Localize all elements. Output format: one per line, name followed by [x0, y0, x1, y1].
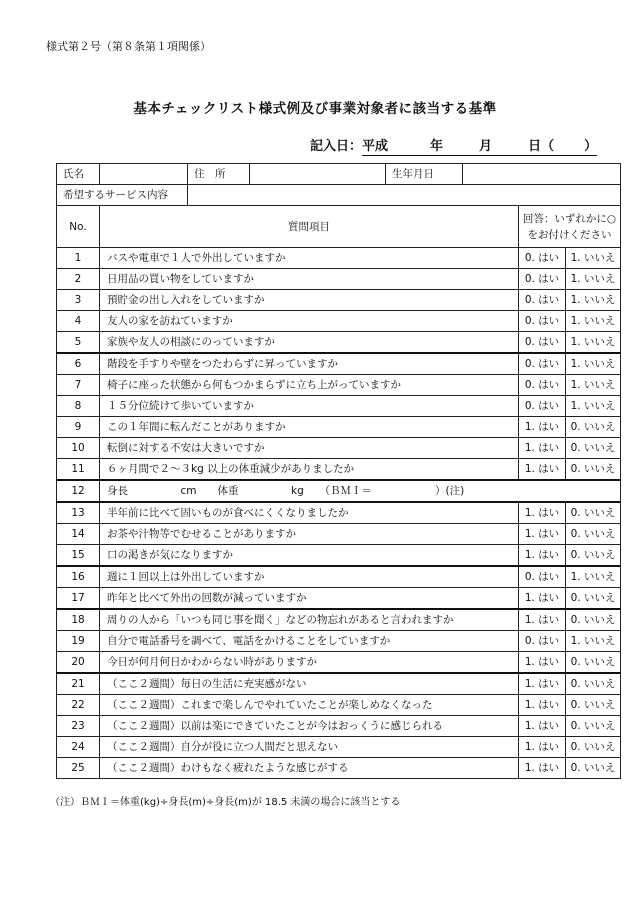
document-title: 基本チェックリスト様式例及び事業対象者に該当する基準 [133, 101, 497, 117]
question-number: 14 [57, 524, 100, 545]
question-row [57, 524, 621, 545]
answer-option-no[interactable]: 1. いいえ [566, 396, 621, 417]
question-row [57, 290, 621, 311]
question-row [57, 353, 621, 375]
question-number: 18 [57, 609, 100, 631]
question-text: 自分で電話番号を調べて、電話をかけることをしていますか [100, 631, 519, 652]
question-text: この１年間に転んだことがありますか [100, 417, 519, 438]
question-row [57, 652, 621, 674]
answer-option-yes[interactable]: 1. はい [519, 695, 566, 716]
question-number: 15 [57, 545, 100, 567]
answer-option-no[interactable]: 0. いいえ [566, 524, 621, 545]
answer-option-no[interactable]: 0. いいえ [566, 758, 621, 779]
answer-option-no[interactable]: 1. いいえ [566, 566, 621, 588]
answer-option-yes[interactable]: 1. はい [519, 545, 566, 567]
answer-option-yes[interactable]: 0. はい [519, 290, 566, 311]
question-text: 週に１回以上は外出していますか [100, 566, 519, 588]
date-field[interactable] [362, 135, 597, 156]
question-row [57, 737, 621, 758]
answer-option-no[interactable]: 1. いいえ [566, 269, 621, 290]
question-number: 19 [57, 631, 100, 652]
answer-option-yes[interactable]: 0. はい [519, 566, 566, 588]
bmi-note: （注）ＢＭＩ＝体重(kg)÷身長(m)÷身長(m)が 18.5 未満の場合に該当とする [50, 797, 401, 808]
question-number: 16 [57, 566, 100, 588]
question-text: 昨年と比べて外出の回数が減っていますか [100, 588, 519, 610]
name-field[interactable] [100, 164, 188, 185]
answer-option-yes[interactable]: 1. はい [519, 716, 566, 737]
question-text: （ここ２週間）以前は楽にできていたことが今はおっくうに感じられる [100, 716, 519, 737]
question-number: 2 [57, 269, 100, 290]
question-number: 4 [57, 311, 100, 332]
question-number: 25 [57, 758, 100, 779]
answer-option-no[interactable]: 0. いいえ [566, 737, 621, 758]
question-row [57, 758, 621, 779]
question-number: 10 [57, 438, 100, 459]
question-row [57, 459, 621, 481]
answer-option-no[interactable]: 0. いいえ [566, 588, 621, 610]
answer-option-no[interactable]: 1. いいえ [566, 248, 621, 269]
question-text: 椅子に座った状態から何もつかまらずに立ち上がっていますか [100, 375, 519, 396]
address-label: 住 所 [188, 164, 250, 185]
answer-option-yes[interactable]: 1. はい [519, 459, 566, 481]
answer-option-no[interactable]: 1. いいえ [566, 353, 621, 375]
birth-field[interactable] [463, 164, 621, 185]
question-number: 8 [57, 396, 100, 417]
question-text: （ここ２週間）これまで楽しんでやれていたことが楽しめなくなった [100, 695, 519, 716]
checklist-table [56, 163, 621, 779]
question-row [57, 502, 621, 524]
question-number: 7 [57, 375, 100, 396]
question-text: 半年前に比べて固いものが食べにくくなりましたか [100, 502, 519, 524]
answer-option-no[interactable]: 0. いいえ [566, 459, 621, 481]
question-number: 3 [57, 290, 100, 311]
answer-option-no[interactable]: 0. いいえ [566, 673, 621, 695]
birth-label: 生年月日 [386, 164, 463, 185]
answer-option-yes[interactable]: 0. はい [519, 311, 566, 332]
service-label: 希望するサービス内容 [57, 185, 188, 206]
question-row [57, 588, 621, 610]
question-row [57, 417, 621, 438]
answer-option-yes[interactable]: 0. はい [519, 353, 566, 375]
answer-option-no[interactable]: 1. いいえ [566, 332, 621, 354]
question-text: 周りの人から「いつも同じ事を聞く」などの物忘れがあると言われますか [100, 609, 519, 631]
question-text: 口の渇きが気になりますか [100, 545, 519, 567]
question-text: お茶や汁物等でむせることがありますか [100, 524, 519, 545]
answer-option-no[interactable]: 0. いいえ [566, 695, 621, 716]
question-number: 11 [57, 459, 100, 481]
service-field[interactable] [188, 185, 621, 206]
question-row [57, 695, 621, 716]
question-row [57, 248, 621, 269]
service-row [57, 185, 621, 206]
answer-option-no[interactable]: 1. いいえ [566, 311, 621, 332]
question-number: 12 [57, 480, 100, 502]
question-text: バスや電車で１人で外出していますか [100, 248, 519, 269]
question-number: 23 [57, 716, 100, 737]
question-row [57, 438, 621, 459]
answer-option-yes[interactable]: 0. はい [519, 375, 566, 396]
question-number: 21 [57, 673, 100, 695]
entry-date-line [310, 135, 597, 156]
question-text: （ここ２週間）毎日の生活に充実感がない [100, 673, 519, 695]
answer-option-yes[interactable]: 1. はい [519, 737, 566, 758]
answer-header [519, 206, 621, 248]
answer-option-no[interactable]: 0. いいえ [566, 438, 621, 459]
answer-option-yes[interactable]: 1. はい [519, 524, 566, 545]
question-text: 預貯金の出し入れをしていますか [100, 290, 519, 311]
question-number: 22 [57, 695, 100, 716]
question-text: 友人の家を訪ねていますか [100, 311, 519, 332]
question-text: （ここ２週間）わけもなく疲れたような感じがする [100, 758, 519, 779]
answer-option-yes[interactable]: 1. はい [519, 673, 566, 695]
answer-option-yes[interactable]: 1. はい [519, 652, 566, 674]
question-row [57, 716, 621, 737]
answer-option-yes[interactable]: 1. はい [519, 417, 566, 438]
answer-option-no[interactable]: 0. いいえ [566, 652, 621, 674]
answer-option-yes[interactable]: 0. はい [519, 631, 566, 652]
answer-option-yes[interactable]: 1. はい [519, 758, 566, 779]
no-header: No. [57, 206, 100, 248]
answer-header-line1: 回答：いずれかに○ [522, 212, 617, 225]
answer-option-no[interactable]: 0. いいえ [566, 609, 621, 631]
question-row [57, 396, 621, 417]
answer-option-no[interactable]: 0. いいえ [566, 545, 621, 567]
answer-option-yes[interactable]: 1. はい [519, 609, 566, 631]
form-reference: 様式第２号（第８条第１項関係） [46, 40, 211, 53]
name-label: 氏名 [57, 164, 100, 185]
question-text: ６ヶ月間で２～３kg 以上の体重減少がありましたか [100, 459, 519, 481]
era-label: 平成 [362, 139, 389, 154]
question-number: 1 [57, 248, 100, 269]
month-label: 月 [479, 139, 493, 154]
question-row [57, 673, 621, 695]
question-number: 9 [57, 417, 100, 438]
answer-option-yes[interactable]: 0. はい [519, 248, 566, 269]
answer-option-no[interactable]: 1. いいえ [566, 375, 621, 396]
name-address-row [57, 164, 621, 185]
answer-option-yes[interactable]: 0. はい [519, 269, 566, 290]
question-text: 家族や友人の相談にのっていますか [100, 332, 519, 354]
question-row [57, 480, 621, 502]
answer-option-yes[interactable]: 1. はい [519, 588, 566, 610]
question-number: 24 [57, 737, 100, 758]
question-text: （ここ２週間）自分が役に立つ人間だと思えない [100, 737, 519, 758]
question-number: 13 [57, 502, 100, 524]
question-row [57, 609, 621, 631]
answer-option-yes[interactable]: 1. はい [519, 438, 566, 459]
answer-header-line2: をお付けください [527, 228, 612, 241]
question-row [57, 269, 621, 290]
answer-option-no[interactable]: 0. いいえ [566, 716, 621, 737]
answer-option-no[interactable]: 0. いいえ [566, 502, 621, 524]
question-row [57, 332, 621, 354]
paren-close: ） [584, 139, 598, 154]
answer-option-yes[interactable]: 0. はい [519, 332, 566, 354]
answer-option-no[interactable]: 1. いいえ [566, 631, 621, 652]
question-text: １５分位続けて歩いていますか [100, 396, 519, 417]
date-label: 記入日： [310, 139, 363, 154]
answer-option-no[interactable]: 1. いいえ [566, 290, 621, 311]
question-row [57, 311, 621, 332]
day-label: 日（ [528, 139, 555, 154]
question-row [57, 545, 621, 567]
question-number: 6 [57, 353, 100, 375]
question-row [57, 566, 621, 588]
answer-option-no[interactable]: 0. いいえ [566, 417, 621, 438]
question-text: 今日が何月何日かわからない時がありますか [100, 652, 519, 674]
question-text: 転倒に対する不安は大きいですか [100, 438, 519, 459]
question-row [57, 375, 621, 396]
question-row [57, 631, 621, 652]
year-label: 年 [430, 139, 444, 154]
answer-option-yes[interactable]: 0. はい [519, 396, 566, 417]
question-number: 17 [57, 588, 100, 610]
answer-option-yes[interactable]: 1. はい [519, 502, 566, 524]
question-number: 5 [57, 332, 100, 354]
address-field[interactable] [250, 164, 386, 185]
table-header-row [57, 206, 621, 248]
bmi-measurement-field[interactable]: 身長 cm 体重 kg （ＢＭＩ＝ ）(注) [100, 480, 621, 502]
question-text: 階段を手すりや壁をつたわらずに昇っていますか [100, 353, 519, 375]
question-text: 日用品の買い物をしていますか [100, 269, 519, 290]
question-header: 質問項目 [100, 206, 519, 248]
question-number: 20 [57, 652, 100, 674]
